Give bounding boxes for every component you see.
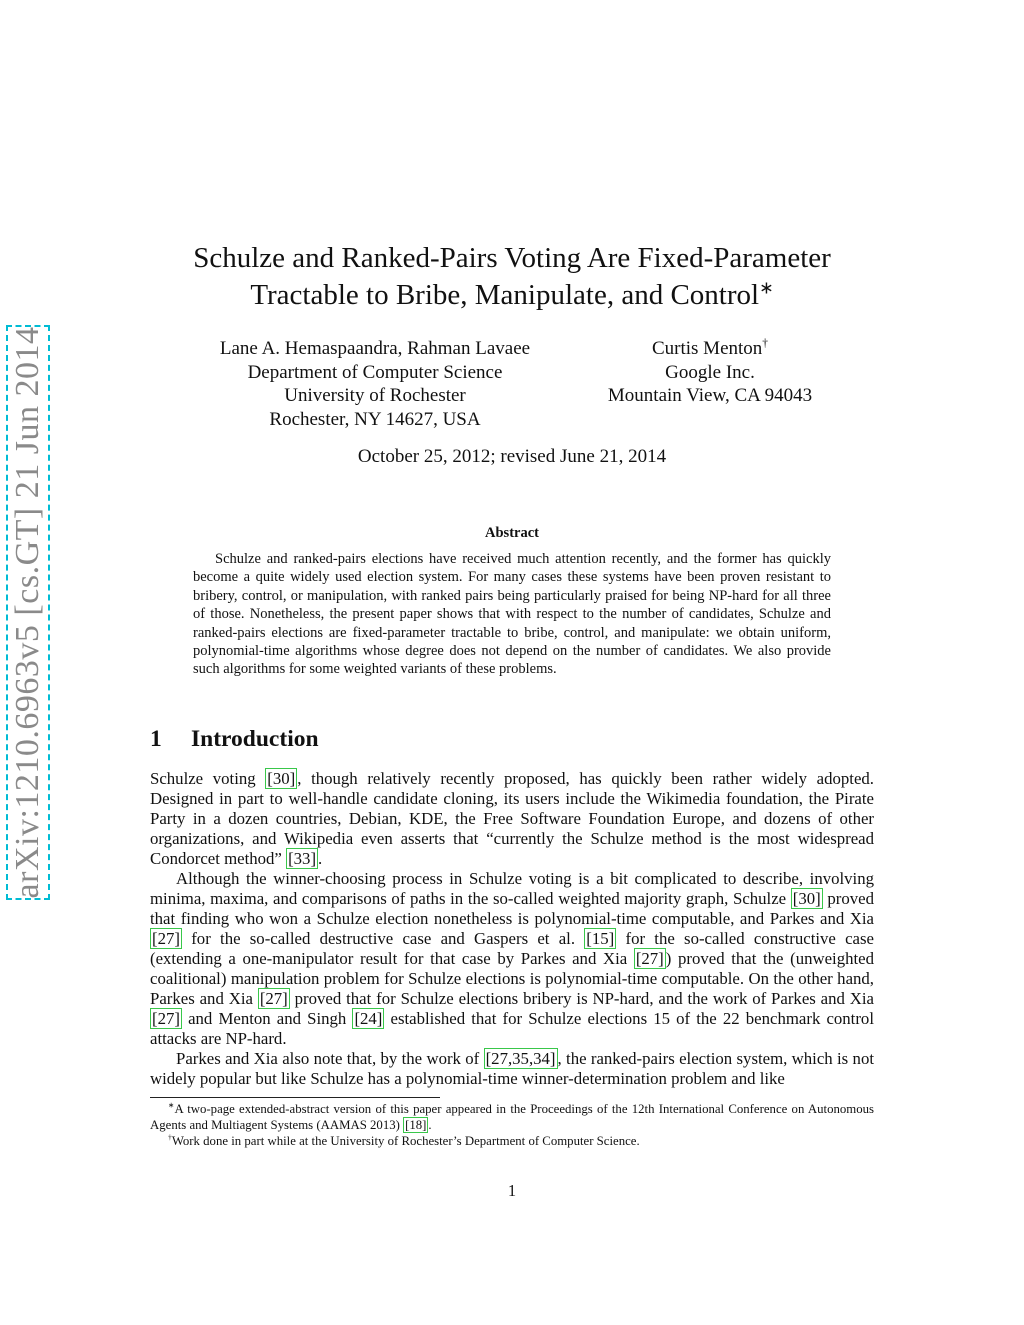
citation-link[interactable]: [30] <box>792 889 821 908</box>
text-run: Parkes and Xia also note that, by the work of <box>176 1049 484 1068</box>
paper-title-line-2-text: Tractable to Bribe, Manipulate, and Control <box>250 279 760 311</box>
text-run: proved that finding who won a Schulze election nonetheless is polynomial-time computable, and Parkes and Xia <box>150 889 874 928</box>
author-names: Lane A. Hemaspaandra, Rahman Lavaee <box>219 338 531 359</box>
paper-date: October 25, 2012; revised June 21, 2014 <box>357 446 667 467</box>
arxiv-identifier-stamp: arXiv:1210.6963v5 [cs.GT] 21 Jun 2014 <box>6 325 50 900</box>
citation-link[interactable]: [15] <box>586 929 615 948</box>
author-block-google <box>590 337 830 408</box>
intro-paragraph-2 <box>150 869 874 1049</box>
citation-link[interactable]: [27,35,34] <box>485 1049 556 1068</box>
text-run: A two-page extended-abstract version of this paper appeared in the Proceedings of the 12th International Conference on Autonomous Agents and Multiagent Systems (AAMAS 2013) <box>150 1102 874 1132</box>
citation-link[interactable]: [30] <box>267 769 296 788</box>
citation-link[interactable]: [27] <box>259 989 288 1008</box>
abstract-heading: Abstract <box>485 525 539 541</box>
section-heading-introduction <box>150 726 319 753</box>
text-run: established that for Schulze elections 15 of the 22 benchmark control attacks are NP-hard. <box>150 1009 874 1048</box>
section-title: Introduction <box>191 726 319 752</box>
text-run: Work done in part while at the University of Rochester’s Department of Computer Science. <box>171 1134 640 1148</box>
text-run: . <box>428 1118 432 1132</box>
author-name-menton-text: Curtis Menton <box>651 338 763 359</box>
footnote-2-mark: † <box>168 1132 172 1142</box>
text-run: Schulze voting <box>150 769 266 788</box>
citation-link[interactable]: [27] <box>152 929 180 948</box>
title-footnote-mark: ∗ <box>759 277 774 298</box>
author-organization: Google Inc. <box>665 361 755 383</box>
citation-link[interactable]: [24] <box>354 1009 383 1028</box>
paper-title-line-1: Schulze and Ranked-Pairs Voting Are Fixed-Parameter <box>193 242 831 274</box>
footnote-1-mark: ∗ <box>168 1100 175 1110</box>
citation-link[interactable]: [27] <box>635 949 664 968</box>
citation-link[interactable]: [33] <box>288 849 317 868</box>
author-department: Department of Computer Science <box>247 361 503 383</box>
text-run: for the so-called destructive case and Gaspers et al. <box>181 929 585 948</box>
text-run: , the ranked-pairs election system, which is not widely popular but like Schulze has a polynomial-time winner-determination problem and like <box>150 1049 874 1088</box>
citation-link[interactable]: [18] <box>405 1118 427 1132</box>
footnote-divider <box>150 1097 440 1098</box>
section-number: 1 <box>150 726 162 752</box>
page-number: 1 <box>507 1181 517 1200</box>
text-run: . <box>318 849 323 868</box>
author-block-rochester <box>195 337 555 431</box>
author-footnote-mark: † <box>762 337 768 350</box>
text-run: for the so-called constructive case (extending a one-manipulator result for that case by Parkes and Xia <box>150 929 874 968</box>
citation-link[interactable]: [27] <box>152 1009 180 1028</box>
paper-title-line-2 <box>150 277 874 314</box>
intro-paragraph-3 <box>150 1049 874 1089</box>
author-name-menton <box>590 337 830 361</box>
paper-title <box>150 240 874 314</box>
abstract-body: Schulze and ranked-pairs elections have received much attention recently, and the former has quickly become a quite widely used election system. For many cases these systems have been proven resistant to bribery, control, or manipulation, with ranked pairs being particularly praised for being NP-hard for all three of those. Nonetheless, the present paper shows that with respect to the number of candidates, Schulze and ranked-pairs elections are fixed-parameter tractable to bribe, control, and manipulate: we obtain uniform, polynomial-time algorithms whose degree does not depend on the number of candidates. We also provide such algorithms for some weighted variants of these problems. <box>193 551 831 678</box>
author-address: Rochester, NY 14627, USA <box>269 408 481 430</box>
author-address-google: Mountain View, CA 94043 <box>607 385 813 406</box>
text-run: and Menton and Singh <box>181 1009 353 1028</box>
intro-paragraph-1 <box>150 769 874 869</box>
author-university: University of Rochester <box>284 385 466 406</box>
footnote-1 <box>150 1101 874 1133</box>
text-run: ) proved that the (unweighted coalitional) manipulation problem for Schulze elections is polynomial-time computable. On the other hand, Parkes and Xia <box>150 949 874 1008</box>
text-run: proved that for Schulze elections bribery is NP-hard, and the work of Parkes and Xia <box>289 989 874 1008</box>
text-run: Although the winner-choosing process in Schulze voting is a bit complicated to describe, involving minima, maxima, and comparisons of paths in the so-called weighted majority graph, Schulze <box>150 869 874 908</box>
footnote-2 <box>150 1133 874 1149</box>
text-run: , though relatively recently proposed, has quickly been rather widely adopted. Designed in part to well-handle candidate cloning, its users include the Wikimedia foundation, the Pirate Party in a dozen countries, Debian, KDE, the Free Software Foundation Europe, and dozens of other organizations, and Wikipedia even asserts that “currently the Schulze method is the most widespread Condorcet method” <box>150 769 874 868</box>
